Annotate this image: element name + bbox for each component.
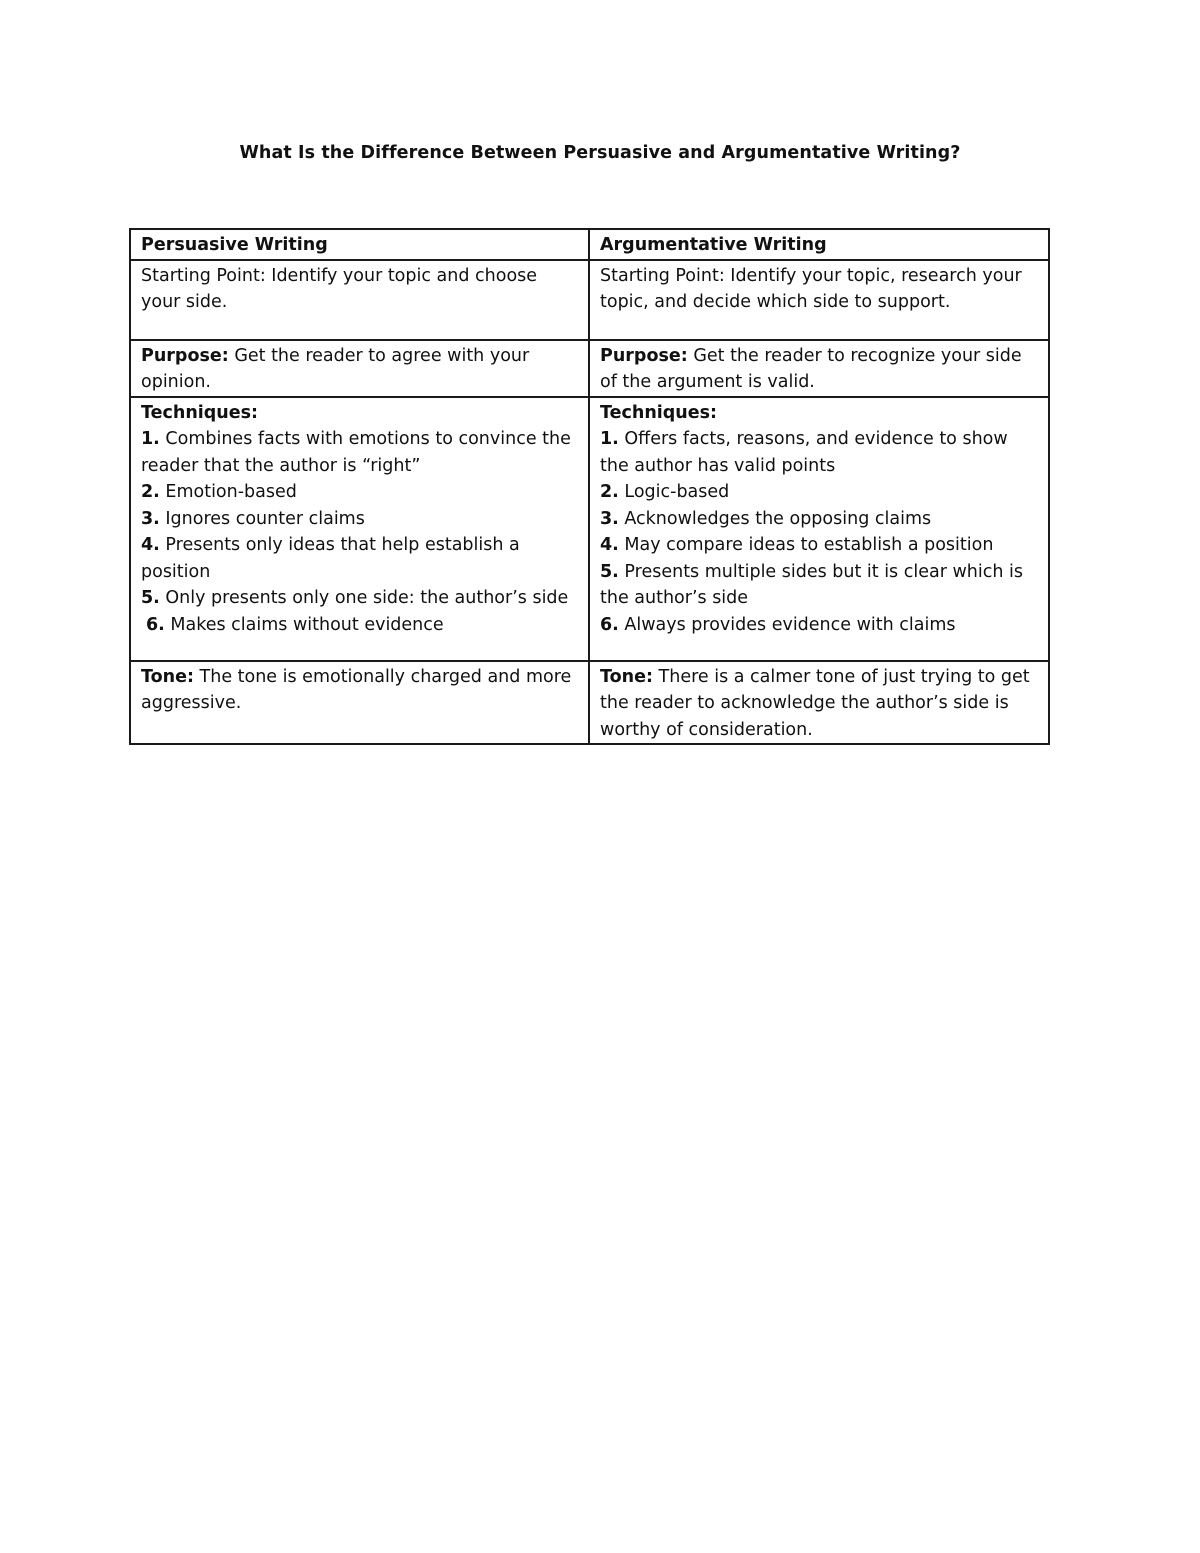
list-item: 3. Ignores counter claims	[141, 508, 365, 529]
techniques-persuasive-cell	[130, 397, 589, 661]
list-item: 2. Logic-based	[600, 482, 730, 502]
purpose-argumentative-text: Get the reader to recognize your side of the argument is valid.	[600, 345, 1022, 392]
list-item: 5. Presents multiple sides but it is clear which is the author’s side	[600, 561, 1023, 608]
tone-argumentative-cell	[589, 661, 1049, 745]
header-argumentative: Argumentative Writing	[589, 229, 1049, 260]
list-item: 1. Combines facts with emotions to convince the reader that the author is “right”	[141, 429, 571, 476]
list-item: 1. Offers facts, reasons, and evidence to show the author has valid points	[600, 429, 1008, 476]
table-header-row	[130, 229, 1049, 260]
techniques-argumentative-cell	[589, 397, 1049, 661]
list-item: 6. Always provides evidence with claims	[600, 614, 956, 635]
starting-point-persuasive: Starting Point: Identify your topic and choose your side.	[130, 260, 589, 340]
list-item: 6. Makes claims without evidence	[146, 614, 444, 635]
list-item: 3. Acknowledges the opposing claims	[600, 508, 932, 529]
page-title: What Is the Difference Between Persuasive and Argumentative Writing?	[239, 143, 961, 163]
techniques-row	[130, 397, 1049, 661]
tone-label: Tone:	[600, 666, 653, 687]
tone-label: Tone:	[141, 666, 194, 687]
starting-point-argumentative: Starting Point: Identify your topic, research your topic, and decide which side to support.	[589, 260, 1049, 340]
purpose-label: Purpose:	[600, 345, 688, 366]
purpose-persuasive-text: Get the reader to agree with your opinion.	[141, 345, 530, 392]
list-item: 2. Emotion-based	[141, 482, 297, 502]
tone-argumentative-text: There is a calmer tone of just trying to get the reader to acknowledge the author’s side is worthy of consideration.	[600, 666, 1030, 740]
list-item: 4. Presents only ideas that help establish a position	[141, 535, 520, 582]
techniques-label: Techniques:	[600, 402, 718, 423]
comparison-table	[129, 228, 1050, 745]
header-persuasive: Persuasive Writing	[130, 229, 589, 260]
techniques-label: Techniques:	[141, 402, 259, 423]
tone-persuasive-cell	[130, 661, 589, 745]
purpose-row	[130, 340, 1049, 397]
starting-point-row	[130, 260, 1049, 340]
tone-persuasive-text: The tone is emotionally charged and more aggressive.	[141, 666, 572, 713]
list-item: 4. May compare ideas to establish a position	[600, 535, 994, 555]
purpose-argumentative-cell	[589, 340, 1049, 397]
purpose-persuasive-cell	[130, 340, 589, 397]
purpose-label: Purpose:	[141, 345, 229, 366]
tone-row	[130, 661, 1049, 745]
list-item: 5. Only presents only one side: the author’s side	[141, 588, 569, 608]
